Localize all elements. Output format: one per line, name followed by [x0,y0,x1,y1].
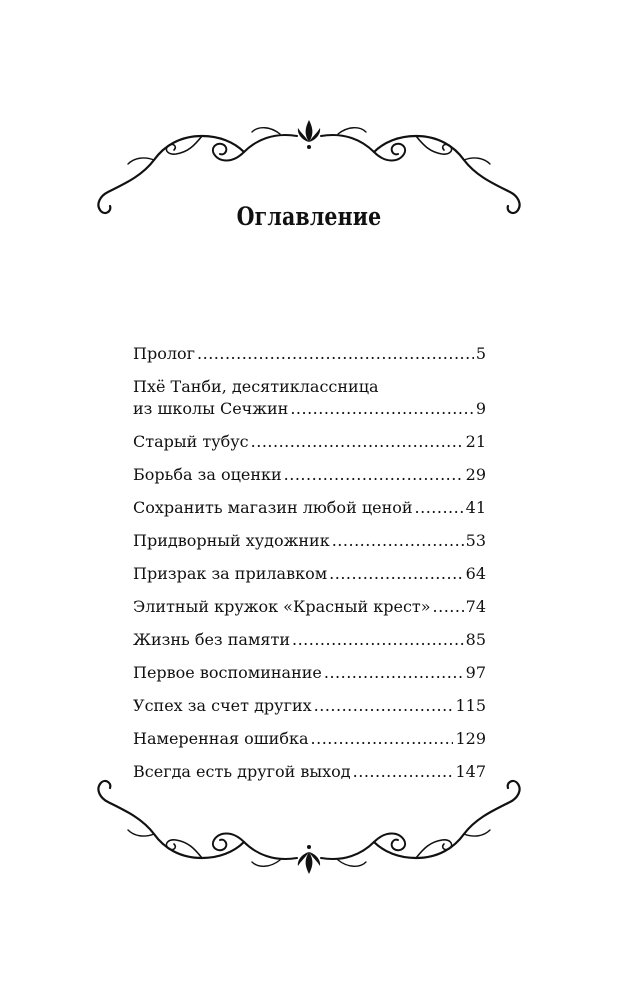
bottom-flourish-ornament [84,772,534,882]
toc-item-page: 97 [465,663,486,682]
toc-item-title: Борьба за оценки [133,465,282,484]
dot-leader [415,497,464,519]
toc-item-page: 129 [455,729,486,748]
toc-item-page: 41 [465,498,486,517]
table-of-contents [133,343,486,794]
toc-item [133,497,486,519]
toc-item [133,431,486,453]
toc-item [133,343,486,365]
toc-item [133,629,486,651]
toc-item-page: 74 [465,597,486,616]
toc-item-page: 29 [465,465,486,484]
dot-leader [290,398,474,420]
toc-item [133,563,486,585]
dot-leader [284,464,464,486]
toc-item-page: 147 [455,762,486,781]
page-title: Оглавление [236,202,382,231]
toc-item [133,695,486,717]
toc-item-title: Первое воспоминание [133,663,322,682]
toc-item [133,728,486,750]
dot-leader [433,596,464,618]
toc-item-page: 85 [465,630,486,649]
toc-item-page: 5 [475,344,486,363]
toc-item-title: Намеренная ошибка [133,729,309,748]
toc-item-title-line1: Пхё Танби, десятиклассница [133,377,379,396]
toc-item-page: 9 [475,399,486,418]
toc-item-title: Элитный кружок «Красный крест» [133,597,431,616]
toc-item [133,464,486,486]
toc-item [133,596,486,618]
toc-item-page: 64 [465,564,486,583]
dot-leader [332,530,464,552]
dot-leader [292,629,464,651]
toc-item [133,376,486,420]
toc-item-title: Сохранить магазин любой ценой [133,498,413,517]
toc-item [133,662,486,684]
toc-item-title: Придворный художник [133,531,330,550]
toc-item-page: 115 [455,696,486,715]
toc-item-page: 21 [465,432,486,451]
toc-item-page: 53 [465,531,486,550]
toc-item-title: из школы Сечжин [133,399,289,418]
dot-leader [314,695,454,717]
toc-item-title: Успех за счет других [133,696,312,715]
toc-item-title: Жизнь без памяти [133,630,290,649]
toc-item-title: Призрак за прилавком [133,564,328,583]
dot-leader [324,662,464,684]
dot-leader [197,343,474,365]
dot-leader [251,431,464,453]
toc-item-title: Пролог [133,344,196,363]
toc-item [133,530,486,552]
toc-item-title: Всегда есть другой выход [133,762,351,781]
toc-item-title: Старый тубус [133,432,249,451]
dot-leader [329,563,463,585]
dot-leader [311,728,454,750]
